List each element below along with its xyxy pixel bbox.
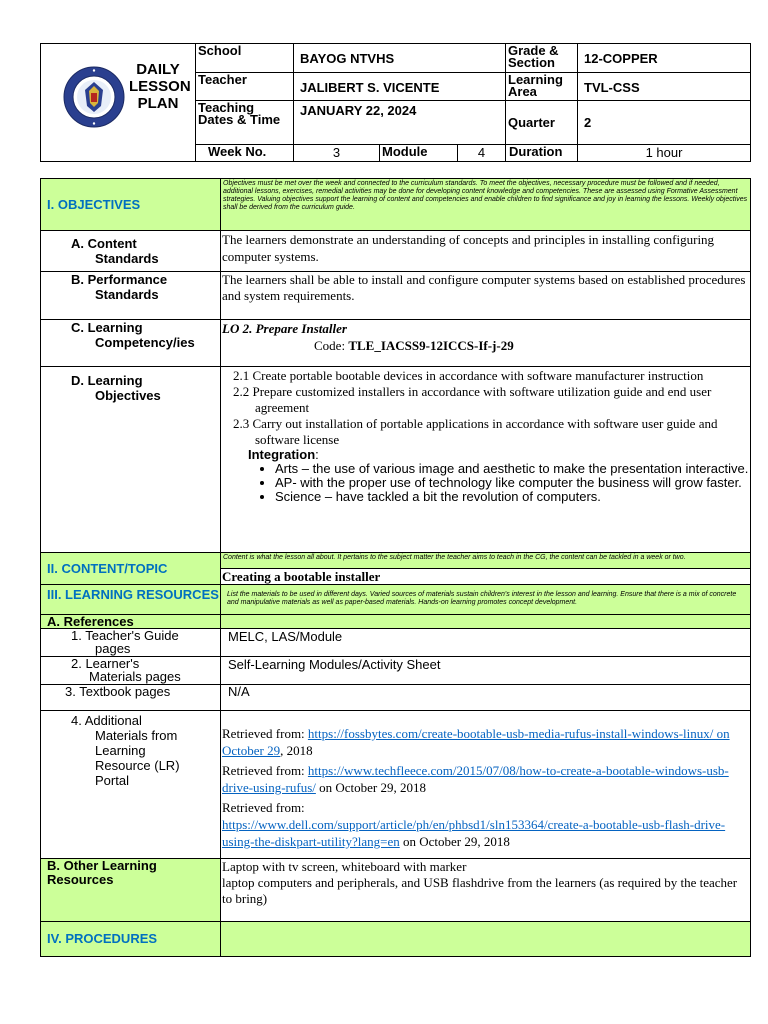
learners-materials-label: 2. Learner's Materials pages — [41, 657, 221, 685]
reference-entry: Retrieved from: https://www.dell.com/support/article/ph/en/phbsd1/sln153364/create-a-bootable-usb-flash-drive-using-the-diskpart-utility?lang=en on October 29, 2018 — [222, 800, 726, 849]
teachers-guide-label: 1. Teacher's Guide pages — [41, 629, 221, 657]
other-resources-value: Laptop with tv screen, whiteboard with marker laptop computers and peripherals, and USB flashdrive from the learners (as required by the teacher to bring) — [221, 859, 751, 922]
procedures-value — [221, 922, 751, 957]
week-label: Week No. — [196, 145, 294, 162]
learning-objectives-list — [221, 368, 750, 448]
content-topic-value: Creating a bootable installer — [221, 569, 751, 585]
dell-link[interactable]: https://www.dell.com/support/article/ph/en/phbsd1/sln153364/create-a-bootable-usb-flash-drive-using-the-diskpart-utility?lang=en — [222, 817, 726, 849]
learning-competency-label: C. Learning Competency/ies — [41, 320, 221, 367]
content-topic-header — [41, 553, 221, 585]
teachers-guide-value: MELC, LAS/Module — [221, 629, 751, 657]
school-value: BAYOG NTVHS — [294, 44, 506, 73]
other-resources-label: B. Other Learning Resources — [41, 859, 221, 922]
logo-cell — [41, 44, 196, 162]
teaching-dates-label: Teaching Dates & Time — [196, 101, 294, 145]
module-value: 4 — [458, 145, 506, 162]
competency-code: Code: TLE_IACSS9-12ICCS-If-j-29 — [314, 338, 514, 353]
quarter-value: 2 — [578, 101, 751, 145]
procedures-header — [41, 922, 221, 957]
list-item: 2.3 Carry out installation of portable applications in accordance with software user guide and software license — [233, 416, 718, 447]
list-item: • Science – have tackled a bit the revolution of computers. — [275, 490, 750, 504]
lo-title: LO 2. Prepare Installer — [222, 321, 347, 336]
reference-entry: Retrieved from: https://www.techfleece.com/2015/07/08/how-to-create-a-bootable-windows-usb-drive-using-rufus/ on October 29, 2018 — [222, 763, 729, 795]
learners-materials-value: Self-Learning Modules/Activity Sheet — [221, 657, 751, 685]
teacher-value: JALIBERT S. VICENTE — [294, 73, 506, 101]
content-topic-title: II. CONTENT/TOPIC — [47, 560, 168, 576]
content-topic-note: Content is what the lesson all about. It pertains to the subject matter the teacher aims to teach in the CG, the content can be tackled in a week or two. — [221, 553, 751, 569]
learning-area-value: TVL-CSS — [578, 73, 751, 101]
performance-standards-label: B. Performance Standards — [41, 272, 221, 320]
objectives-title: I. OBJECTIVES — [47, 196, 141, 212]
textbook-value: N/A — [221, 685, 751, 711]
content-standards-value: The learners demonstrate an understanding of concepts and principles in installing configuring computer systems. — [221, 231, 751, 272]
header-table — [40, 43, 751, 162]
objectives-header — [41, 179, 221, 231]
learning-resources-note: List the materials to be used in different days. Varied sources of materials sustain children's interest in the lesson and learning. Ensure that there is a mix of concrete and manipulative materials as well as paper-based materials. Hands-on learning promotes concept development. — [221, 585, 751, 615]
additional-materials-value — [221, 711, 751, 859]
duration-label: Duration — [506, 145, 578, 162]
objectives-note: Objectives must be met over the week and connected to the curriculum standards. To meet the objectives, necessary procedure must be followed and if needed, additional lessons, exercises, remedial activities may be done for developing content knowledge and competencies. These are assessed using Formative Assessment strategies. Valuing objectives support the learning of content and competencies and enable children to find significance and joy in learning the lessons. Weekly objectives shall be derived from the curriculum guide. — [221, 179, 751, 231]
learning-objectives-value — [221, 367, 751, 553]
procedures-title: IV. PROCEDURES — [47, 931, 158, 946]
list-item: 2.1 Create portable bootable devices in accordance with software manufacturer instruction — [233, 368, 704, 383]
teaching-dates-value: JANUARY 22, 2024 — [294, 101, 506, 145]
learning-competency-value — [221, 320, 751, 367]
week-value: 3 — [294, 145, 380, 162]
performance-standards-value: The learners shall be able to install and configure computer systems based on established procedures and system requirements. — [221, 272, 751, 320]
list-item: • Arts – the use of various image and aesthetic to make the presentation interactive. — [275, 462, 750, 476]
learning-resources-header — [41, 585, 221, 615]
lesson-plan-title: DAILY LESSON PLAN — [129, 61, 191, 112]
grade-value: 12-COPPER — [578, 44, 751, 73]
textbook-label: 3. Textbook pages — [41, 685, 221, 711]
deped-seal-icon — [63, 66, 125, 128]
grade-label: Grade & Section — [506, 44, 578, 73]
integration-list — [221, 462, 750, 504]
module-label: Module — [380, 145, 458, 162]
list-item: 2.2 Prepare customized installers in accordance with software utilization guide and end user agreement — [233, 384, 712, 415]
references-value — [221, 615, 751, 629]
learning-resources-title: III. LEARNING RESOURCES — [47, 587, 219, 602]
list-item: • AP- with the proper use of technology like computer the business will grow faster. — [275, 476, 750, 490]
learning-objectives-label: D. Learning Objectives — [41, 367, 221, 553]
school-label: School — [196, 44, 294, 73]
additional-materials-label: 4. Additional Materials from Learning Resource (LR) Portal — [41, 711, 221, 859]
reference-entry: Retrieved from: https://fossbytes.com/create-bootable-usb-media-rufus-install-windows-linux/ on October 29, 2018 — [222, 726, 730, 758]
content-standards-label: A. Content Standards — [41, 231, 221, 272]
lesson-plan-table — [40, 178, 751, 957]
learning-area-label: Learning Area — [506, 73, 578, 101]
fossbytes-link[interactable]: https://fossbytes.com/create-bootable-usb-media-rufus-install-windows-linux/ on October 29 — [222, 726, 730, 758]
duration-value: 1 hour — [578, 145, 751, 162]
references-label: A. References — [41, 615, 221, 629]
teacher-label: Teacher — [196, 73, 294, 101]
techfleece-link[interactable]: https://www.techfleece.com/2015/07/08/how-to-create-a-bootable-windows-usb-drive-using-rufus/ — [222, 763, 729, 795]
integration-heading: Integration: — [248, 447, 319, 462]
quarter-label: Quarter — [506, 101, 578, 145]
